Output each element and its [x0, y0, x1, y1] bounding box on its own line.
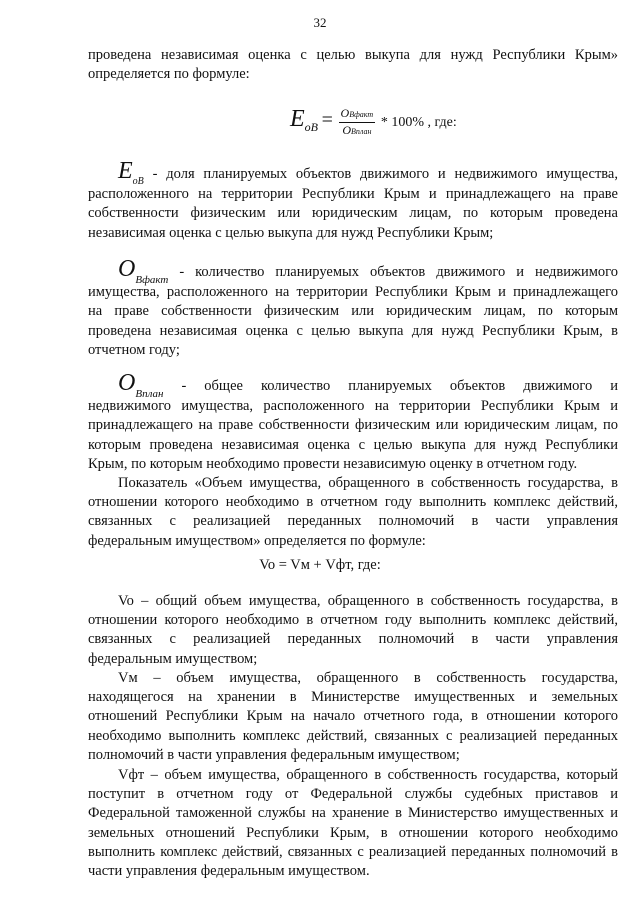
definition-line: $O_{Вплан}$ - общее количество планируемых объектов движимого и	[118, 370, 619, 400]
symbol-o: O	[118, 370, 136, 396]
symbol-subscript: Вплан	[135, 388, 164, 400]
definition-line: принадлежащего на праве собственности физическим или юридическим лицам, по	[88, 417, 618, 434]
definition-line: расположенного на территории Республики Крым и принадлежащего на праве	[88, 186, 618, 203]
definition-line: части управления федеральным имуществом.	[88, 863, 370, 880]
formula-ratio	[290, 106, 590, 139]
formula-lhs: $E_{оВ}$	[290, 105, 319, 134]
intro-line: определяется по формуле:	[88, 66, 250, 83]
page-number: 32	[313, 15, 327, 30]
formula-fraction	[339, 106, 376, 139]
definition-line: проведена независимая оценка с целью выкупа для нужд Республики Крым, в	[88, 322, 618, 339]
definition-e-ob	[88, 158, 618, 243]
definition-line: $E_{оВ}$ - доля планируемых объектов движимого и недвижимого имущества,	[118, 158, 618, 187]
definition-line: собственности физическим или юридическим лицам, по которым проведена	[88, 205, 618, 222]
definition-line: находящегося на хранении в Министерстве имущественных и земельных	[88, 689, 618, 706]
definition-vo	[88, 592, 618, 669]
definition-o-bfact	[88, 256, 618, 360]
indicator-paragraph	[88, 474, 618, 551]
definition-line: отношений Республики Крым на начало отчетного года, в отношении которого	[88, 708, 618, 725]
definition-vm	[88, 669, 618, 765]
definition-line: связанных с реализацией переданных полномочий в части управления	[88, 631, 618, 648]
paragraph-line: связанных с реализацией переданных полномочий в части управления	[88, 513, 618, 530]
definition-line: имущества, расположенного на территории Республики Крым и принадлежащего	[88, 284, 618, 301]
definition-line: Vм – объем имущества, обращенного в собственность государства,	[118, 670, 618, 686]
definition-line: полномочий в части управления федеральным имуществом;	[88, 746, 460, 763]
definition-line: федеральным имуществом;	[88, 650, 258, 667]
paragraph-line: федеральным имуществом» определяется по формуле:	[88, 532, 426, 549]
definition-line: Федеральной таможенной службы на хранение в Министерство имущественных и	[88, 805, 618, 822]
symbol-e: E	[118, 158, 133, 184]
fraction-denominator: OВплан	[342, 123, 372, 137]
definition-line: недвижимого имущества, расположенного на территории Республики Крым и	[88, 398, 618, 415]
definition-line: выполнить комплекс действий, связанных с реализацией переданных полномочий в	[88, 843, 618, 860]
paragraph-line: Показатель «Объем имущества, обращенного в собственность государства, в	[118, 475, 618, 491]
definition-line: Vo – общий объем имущества, обращенного в собственность государства, в	[118, 593, 618, 609]
formula-equals: =	[321, 108, 333, 131]
definition-line: отчетном году;	[88, 341, 180, 358]
symbol-subscript: оВ	[132, 176, 144, 187]
definition-line: земельных отношений Республики Крым, в отношении которого необходимо	[88, 824, 618, 841]
definition-line: независимая оценка с целью выкупа для нужд Республики Крым;	[88, 224, 494, 241]
definition-line: которым проведена независимая оценка с целью выкупа для нужд Республики	[88, 436, 618, 453]
paragraph-line: отношении которого необходимо в отчетном году выполнить комплекс действий,	[88, 494, 618, 511]
formula-tail: * 100% , где:	[380, 114, 457, 130]
definition-line: Крым, по которым необходимо провести независимую оценку в отчетном году.	[88, 455, 578, 472]
definition-line: $O_{Вфакт}$ - количество планируемых объектов движимого и недвижимого	[118, 256, 618, 286]
definition-line: необходимо выполнить комплекс действий, связанных с реализацией переданных	[88, 727, 618, 744]
formula-volume: Vo = Vм + Vфт, где:	[259, 557, 381, 573]
fraction-numerator: OВфакт	[339, 106, 376, 123]
definition-o-bplan	[88, 370, 618, 474]
definition-vft	[88, 766, 618, 881]
definition-line: поступит в отчетном году от Федеральной службы судебных приставов и	[88, 786, 618, 803]
symbol-o: O	[118, 256, 136, 282]
intro-line: проведена независимая оценка с целью выкупа для нужд Республики Крым»	[88, 47, 618, 63]
definition-line: отношении которого необходимо в отчетном году выполнить комплекс действий,	[88, 612, 618, 629]
definition-line: Vфт – объем имущества, обращенного в собственность государства, который	[118, 767, 618, 783]
definition-line: на праве собственности физическим или юридическим лицам, по которым	[88, 303, 618, 320]
intro-paragraph	[88, 46, 618, 84]
symbol-subscript: Вфакт	[135, 274, 169, 286]
